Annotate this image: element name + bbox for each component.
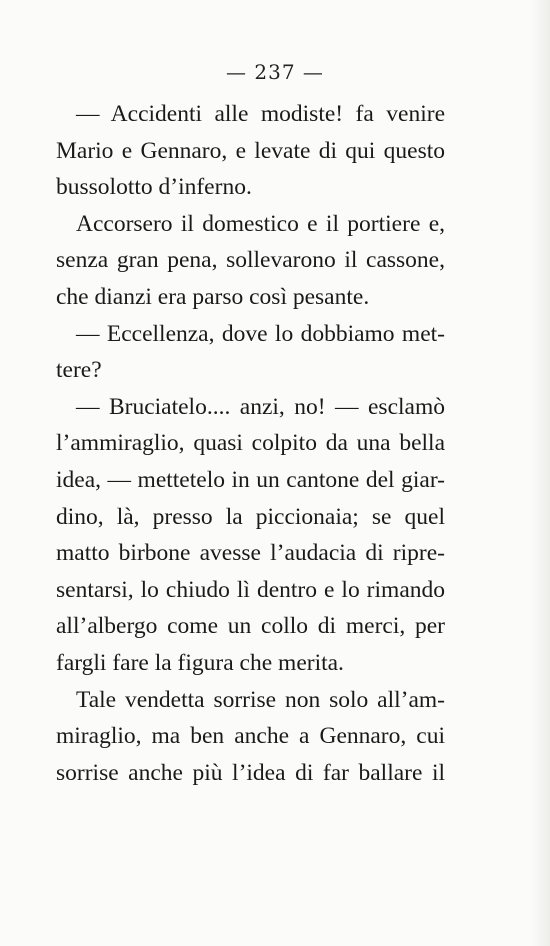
paragraph	[56, 96, 445, 206]
text-line: Mario e Gennaro, e levate di qui questo	[56, 137, 445, 164]
paragraph	[56, 682, 445, 792]
body-text	[56, 96, 445, 791]
paragraph	[56, 389, 445, 682]
text-line: fargli fare la figura che merita.	[56, 649, 344, 676]
text-line: matto birbone avesse l’audacia di ripre-	[56, 540, 445, 567]
text-line: l’ammiraglio, quasi colpito da una bella	[56, 430, 445, 457]
text-line: — Eccellenza, dove lo dobbiamo met-	[76, 320, 445, 347]
text-line: Tale vendetta sorrise non solo all’am-	[76, 686, 445, 713]
text-line: bussolotto d’inferno.	[56, 174, 252, 201]
text-line: all’albergo come un collo di merci, per	[56, 613, 445, 640]
text-line: — Bruciatelo.... anzi, no! — esclamò	[76, 393, 445, 420]
text-line: miraglio, ma ben anche a Gennaro, cui	[56, 723, 445, 750]
paragraph	[56, 206, 445, 316]
text-line: dino, là, presso la piccionaia; se quel	[56, 503, 445, 530]
text-line: che dianzi era parso così pesante.	[56, 283, 370, 310]
text-line: senza gran pena, sollevarono il cassone,	[56, 247, 445, 274]
paragraph	[56, 316, 445, 389]
text-line: tere?	[56, 357, 102, 384]
text-line: sentarsi, lo chiudo lì dentro e lo rimando	[56, 576, 445, 603]
text-line: Accorsero il domestico e il portiere e,	[76, 210, 445, 237]
text-line: idea, — mettetelo in un cantone del giar-	[56, 466, 445, 493]
page-number: — 237 —	[226, 60, 324, 84]
text-line: — Accidenti alle modiste! fa venire	[76, 101, 445, 127]
text-line: sorrise anche più l’idea di far ballare il	[56, 759, 445, 786]
page-edge-shadow	[532, 0, 550, 946]
